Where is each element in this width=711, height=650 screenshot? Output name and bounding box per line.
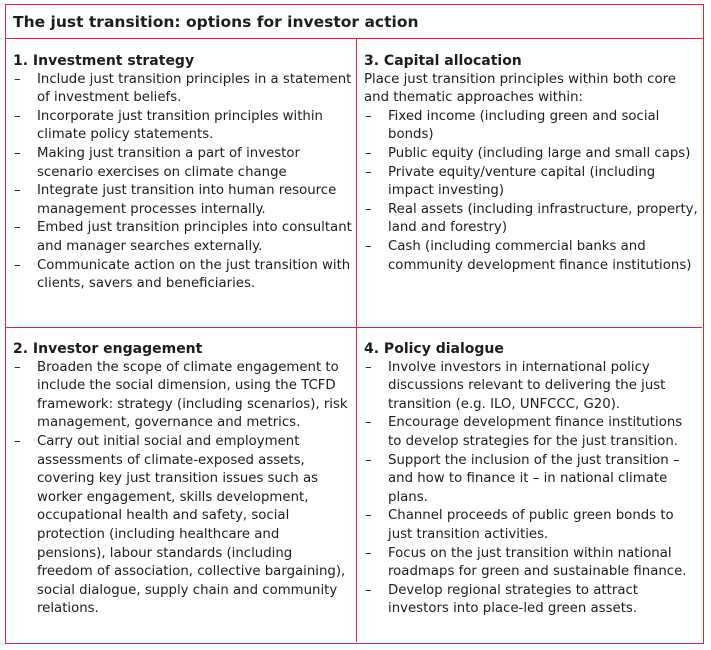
section-investment-strategy — [6, 39, 356, 327]
bullet-list — [13, 359, 352, 619]
list-item: – Cash (including commercial banks and community development finance institutions) — [364, 238, 698, 275]
section-heading: 2. Investor engagement — [13, 341, 203, 357]
list-item: – Embed just transition principles into consultant and manager searches externally. — [13, 219, 352, 256]
bullet-list — [13, 71, 352, 294]
list-item: – Private equity/venture capital (including impact investing) — [364, 164, 698, 201]
options-table — [5, 4, 704, 644]
list-item: – Making just transition a part of investor scenario exercises on climate change — [13, 145, 352, 182]
table-title: The just transition: options for investor action — [6, 5, 703, 39]
section-heading: 1. Investment strategy — [13, 53, 195, 69]
list-item: – Broaden the scope of climate engagement to include the social dimension, using the TCFD framework: strategy (including scenarios), risk management, governance and metrics. — [13, 359, 352, 433]
list-item: – Carry out initial social and employment assessments of climate-exposed assets, covering key just transition issues such as worker engagement, skills development, occupational health and safety, social protection (including healthcare and pensions), labour standards (including freedom of association, collective bargaining), social dialogue, supply chain and community relations. — [13, 433, 352, 619]
section-investor-engagement — [6, 327, 356, 642]
list-item: – Involve investors in international policy discussions relevant to delivering the just transition (e.g. ILO, UNFCCC, G20). — [364, 359, 698, 415]
section-heading: 4. Policy dialogue — [364, 341, 504, 357]
list-item: – Integrate just transition into human resource management processes internally. — [13, 182, 352, 219]
bullet-list — [364, 108, 698, 275]
bullet-list — [364, 359, 698, 619]
section-heading: 3. Capital allocation — [364, 53, 522, 69]
list-item: – Encourage development finance institutions to develop strategies for the just transition. — [364, 414, 698, 451]
list-item: – Include just transition principles in a statement of investment beliefs. — [13, 71, 352, 108]
section-intro: Place just transition principles within both core and thematic approaches within: — [364, 71, 676, 106]
list-item: – Public equity (including large and small caps) — [364, 145, 698, 164]
section-capital-allocation — [356, 39, 702, 327]
list-item: – Communicate action on the just transition with clients, savers and beneficiaries. — [13, 257, 352, 294]
list-item: – Fixed income (including green and social bonds) — [364, 108, 698, 145]
list-item: – Real assets (including infrastructure, property, land and forestry) — [364, 201, 698, 238]
list-item: – Develop regional strategies to attract investors into place-led green assets. — [364, 582, 698, 619]
list-item: – Support the inclusion of the just transition – and how to finance it – in national climate plans. — [364, 452, 698, 508]
list-item: – Incorporate just transition principles within climate policy statements. — [13, 108, 352, 145]
list-item: – Channel proceeds of public green bonds to just transition activities. — [364, 507, 698, 544]
list-item: – Focus on the just transition within national roadmaps for green and sustainable finance. — [364, 545, 698, 582]
section-policy-dialogue — [356, 327, 702, 642]
